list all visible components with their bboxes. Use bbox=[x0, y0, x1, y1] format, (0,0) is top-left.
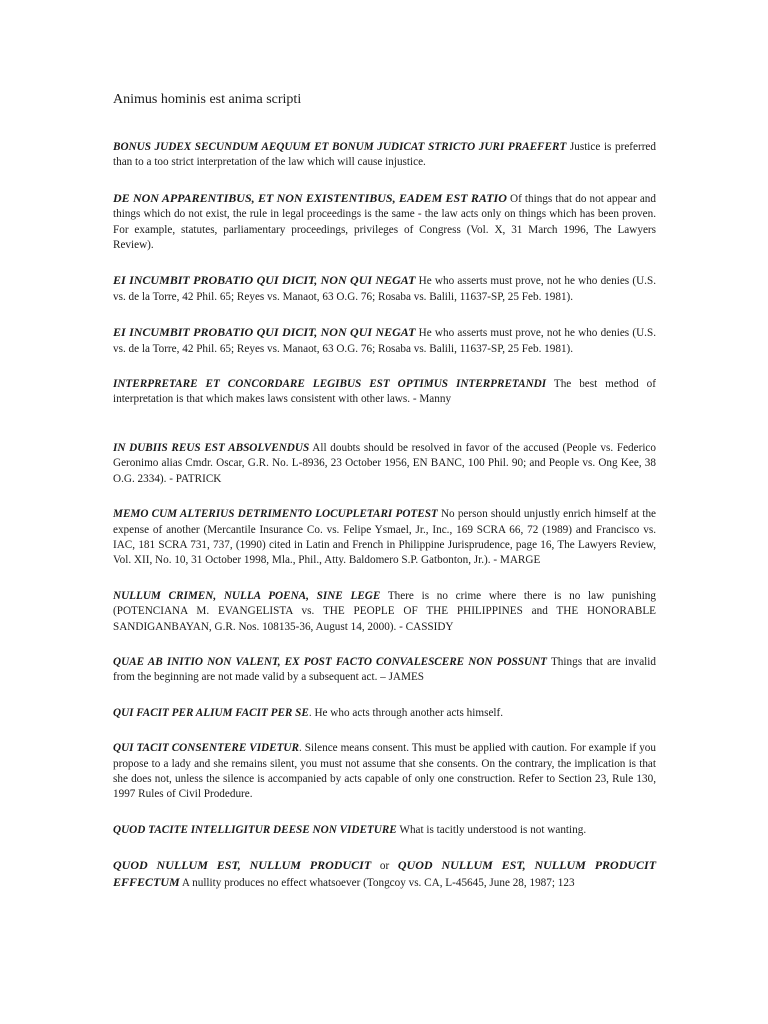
maxim-term: EI INCUMBIT PROBATIO QUI DICIT, NON QUI NEGAT bbox=[113, 273, 416, 288]
maxim-definition: Of things that do not appear and things which do not exist, the rule in legal proceedings is the same - the law acts only on things which has been proven. For example, statutes, parliamentary proceedings, privileges of Congress (Vol. X, 31 March 1996, The Lawyers Review). bbox=[113, 192, 656, 252]
maxim-definition: A nullity produces no effect whatsoever (Tongcoy vs. CA, L-45645, June 28, 1987; 123 bbox=[181, 876, 575, 889]
maxim-entry bbox=[113, 325, 656, 357]
maxim-connector: or bbox=[379, 860, 390, 873]
maxim-term-alt: QUOD NULLUM EST, NULLUM PRODUCIT EFFECTUM bbox=[113, 858, 657, 889]
maxim-entry bbox=[113, 858, 656, 891]
maxim-definition: No person should unjustly enrich himself at the expense of another (Mercantile Insurance Co. vs. Felipe Ysmael, Jr., Inc., 169 SCRA 66, 72 (1989) and Francisco vs. IAC, 181 SCRA 731, 737, (1990) cited in Latin and French in Philippine Jurisprudence, page 16, The Lawyers Review, Vol. XII, No. 10, 31 October 1998, Mla., Phil., Atty. Baldomero S.P. Gatbonton, Jr.). - MARGE bbox=[113, 508, 657, 567]
maxim-term: QUI FACIT PER ALIUM FACIT PER SE bbox=[113, 706, 309, 719]
maxim-term: BONUS JUDEX SECUNDUM AEQUUM ET BONUM JUDICAT STRICTO JURI PRAEFERT bbox=[113, 141, 567, 153]
maxim-definition: What is tacitly understood is not wanting. bbox=[399, 823, 587, 836]
maxim-term: QUOD NULLUM EST, NULLUM PRODUCIT bbox=[113, 858, 372, 873]
maxim-entry bbox=[113, 655, 656, 686]
document-title: Animus hominis est anima scripti bbox=[113, 92, 302, 107]
maxim-entry bbox=[113, 507, 656, 569]
maxim-definition: Things that are invalid from the beginning are not made valid by a subsequent act. – JAMES bbox=[113, 655, 656, 684]
maxim-term: IN DUBIIS REUS EST ABSOLVENDUS bbox=[113, 441, 310, 454]
maxim-term: INTERPRETARE ET CONCORDARE LEGIBUS EST OPTIMUS INTERPRETANDI bbox=[113, 378, 547, 391]
maxim-definition: The best method of interpretation is that which makes laws consistent with other laws. - Manny bbox=[113, 378, 656, 406]
maxim-term: NULLUM CRIMEN, NULLA POENA, SINE LEGE bbox=[113, 589, 381, 602]
maxim-definition: He who asserts must prove, not he who denies (U.S. vs. de la Torre, 42 Phil. 65; Reyes vs. Manaot, 63 O.G. 76; Rosaba vs. Balili, 11637-SP, 25 Feb. 1981). bbox=[113, 275, 656, 303]
maxim-term: EI INCUMBIT PROBATIO QUI DICIT, NON QUI NEGAT bbox=[113, 325, 416, 340]
maxim-entry bbox=[113, 823, 656, 838]
maxim-term: QUAE AB INITIO NON VALENT, EX POST FACTO CONVALESCERE NON POSSUNT bbox=[113, 655, 548, 668]
maxim-definition: He who asserts must prove, not he who denies (U.S. vs. de la Torre, 42 Phil. 65; Reyes vs. Manaot, 63 O.G. 76; Rosaba vs. Balili, 11637-SP, 25 Feb. 1981). bbox=[113, 327, 656, 355]
maxim-entry bbox=[113, 441, 656, 487]
maxim-term: QUOD TACITE INTELLIGITUR DEESE NON VIDETURE bbox=[113, 823, 397, 836]
maxim-entry bbox=[113, 140, 656, 171]
maxim-list bbox=[113, 140, 656, 911]
maxim-entry bbox=[113, 377, 656, 408]
maxim-term: DE NON APPARENTIBUS, ET NON EXISTENTIBUS, EADEM EST RATIO bbox=[113, 190, 507, 205]
maxim-definition: There is no crime where there is no law punishing (POTENCIANA M. EVANGELISTA vs. THE PEOPLE OF THE PHILIPPINES and THE HONORABLE SANDIGANBAYAN, G.R. Nos. 108135-36, August 14, 2000). - CASSIDY bbox=[113, 589, 656, 633]
maxim-definition: All doubts should be resolved in favor of the accused (People vs. Federico Geronimo alias Cmdr. Oscar, G.R. No. L-8936, 23 October 1956, EN BANC, 100 Phil. 90; and People vs. Ong Kee, 38 O.G. 2334). - PATRICK bbox=[113, 441, 656, 485]
maxim-entry bbox=[113, 191, 656, 254]
maxim-definition: . Silence means consent. This must be applied with caution. For example if you propose to a lady and she remains silent, you must not assume that she consents. On the contrary, the implication is that she does not, unless the silence is accompanied by acts capable of only one construction. Refer to Section 23, Rule 130, 1997 Rules of Civil Prodedure. bbox=[113, 742, 656, 801]
maxim-definition: . He who acts through another acts himself. bbox=[308, 706, 504, 719]
maxim-term: MEMO CUM ALTERIUS DETRIMENTO LOCUPLETARI POTEST bbox=[113, 508, 438, 521]
maxim-entry bbox=[113, 706, 656, 721]
maxim-term: QUI TACIT CONSENTERE VIDETUR bbox=[113, 742, 299, 755]
maxim-definition: Justice is preferred than to a too strict interpretation of the law which will cause injustice. bbox=[113, 141, 656, 169]
maxim-entry bbox=[113, 589, 656, 635]
maxim-entry bbox=[113, 273, 656, 305]
maxim-entry bbox=[113, 741, 656, 803]
